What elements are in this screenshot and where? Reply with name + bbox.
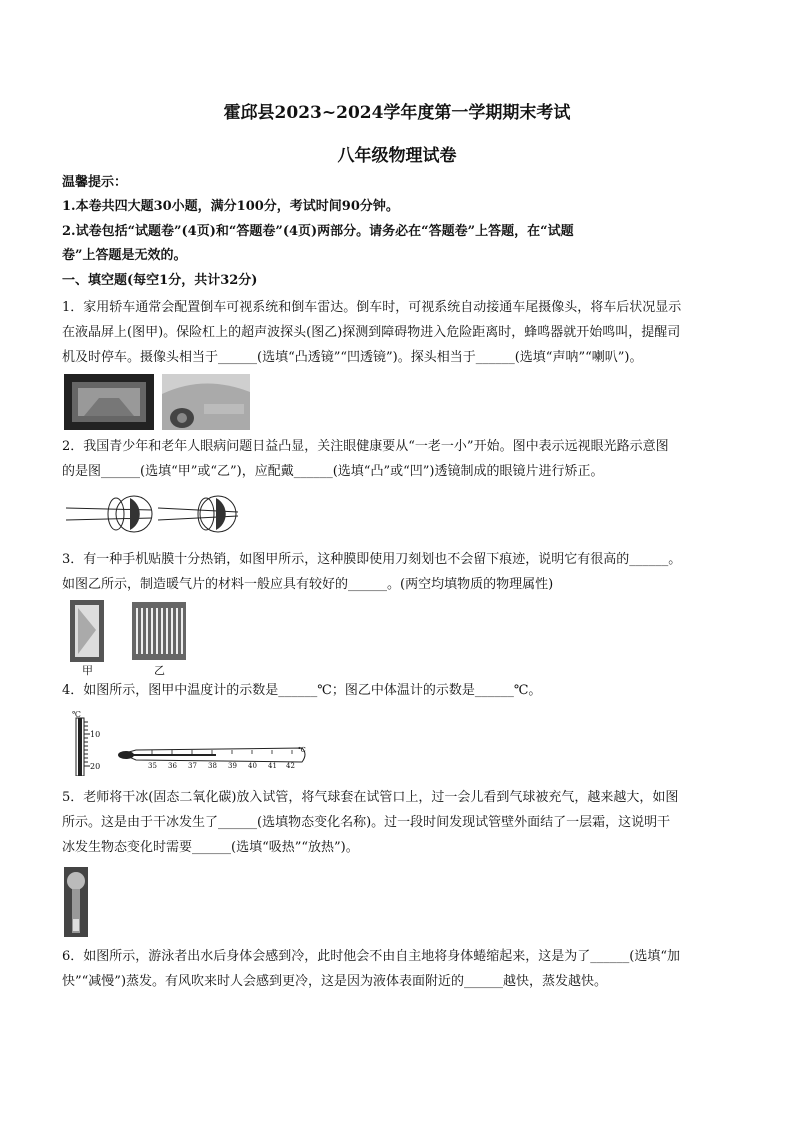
question-4-line-1: 4．如图所示，图甲中温度计的示数是______℃；图乙中体温计的示数是______℃。 bbox=[62, 683, 542, 698]
exam-title: 霍邱县2023~2024学年度第一学期期末考试 bbox=[223, 103, 571, 123]
question-2-line-2: 的是图______(选填“甲”或“乙”)，应配戴______(选填“凸”或“凹”)透镜制成的眼镜片进行矫正。 bbox=[62, 464, 604, 479]
clinical-tick-35: 35 bbox=[148, 762, 157, 770]
clinical-tick-40: 40 bbox=[248, 762, 257, 770]
eye-diagram-yi bbox=[158, 496, 238, 532]
clinical-tick-41: 41 bbox=[268, 762, 277, 770]
notice-item-2-line-2: 卷”上答题是无效的。 bbox=[62, 248, 187, 263]
question-1-line-3: 机及时停车。摄像头相当于______(选填“凸透镜”“凹透镜”)。探头相当于______(选填“声呐”“喇叭”)。 bbox=[62, 350, 643, 365]
question-6-line-1: 6．如图所示，游泳者出水后身体会感到冷，此时他会不由自主地将身体蜷缩起来，这是为了______(选填“加 bbox=[62, 949, 680, 964]
question-5-dry-ice-photo bbox=[64, 867, 88, 937]
clinical-tick-36: 36 bbox=[168, 762, 177, 770]
caption-jia: 甲 bbox=[82, 664, 93, 677]
question-1-line-2: 在液晶屏上(图甲)。保险杠上的超声波探头(图乙)探测到障碍物进入危险距离时，蜂鸣器就开始鸣叫，提醒司 bbox=[62, 325, 681, 340]
clinical-tick-42: 42 bbox=[286, 762, 295, 770]
question-6-line-2: 快”“减慢”)蒸发。有风吹来时人会感到更冷，这是因为液体表面附近的______越快，蒸发越快。 bbox=[62, 974, 608, 989]
exam-subtitle: 八年级物理试卷 bbox=[337, 146, 457, 166]
notice-item-1: 1.本卷共四大题30小题，满分100分，考试时间90分钟。 bbox=[62, 199, 399, 214]
question-3-figure bbox=[70, 600, 186, 662]
question-1-line-1: 1．家用轿车通常会配置倒车可视系统和倒车雷达。倒车时，可视系统自动接通车尾摄像头，将车后状况显示 bbox=[62, 300, 682, 315]
caption-yi: 乙 bbox=[154, 664, 165, 677]
clinical-tick-38: 38 bbox=[208, 762, 217, 770]
question-2-eye-diagrams bbox=[66, 492, 246, 536]
clinical-tick-39: 39 bbox=[228, 762, 237, 770]
question-5-line-3: 冰发生物态变化时需要______(选填“吸热”“放热”)。 bbox=[62, 840, 359, 855]
notice-item-2-line-1: 2.试卷包括“试题卷”(4页)和“答题卷”(4页)两部分。请务必在“答题卷”上答题，在“试题 bbox=[62, 224, 574, 239]
lab-thermometer-jia bbox=[76, 718, 90, 776]
question-1-figure bbox=[64, 374, 250, 430]
lab-thermometer-tick-20: 20 bbox=[90, 762, 101, 771]
eye-diagram-jia bbox=[66, 496, 152, 532]
notice-heading: 温馨提示： bbox=[62, 175, 128, 190]
question-5-line-2: 所示。这是由于干冰发生了______(选填物态变化名称)。过一段时间发现试管壁外面结了一层霜，这说明干 bbox=[62, 815, 671, 830]
clinical-unit: ℃ bbox=[298, 746, 306, 754]
lab-thermometer-unit: ℃ bbox=[72, 710, 81, 719]
question-5-line-1: 5．老师将干冰(固态二氧化碳)放入试管，将气球套在试管口上，过一会儿看到气球被充气，越来越大，如图 bbox=[62, 790, 679, 805]
clinical-tick-37: 37 bbox=[188, 762, 197, 770]
clinical-thermometer-yi bbox=[118, 748, 305, 762]
lab-thermometer-tick-10: 10 bbox=[90, 730, 101, 739]
section-heading: 一、填空题(每空1分，共计32分) bbox=[62, 273, 258, 288]
question-3-line-2: 如图乙所示，制造暖气片的材料一般应具有较好的______。(两空均填物质的物理属性) bbox=[62, 577, 554, 592]
question-2-line-1: 2．我国青少年和老年人眼病问题日益凸显，关注眼健康要从“一老一小”开始。图中表示远视眼光路示意图 bbox=[62, 439, 669, 454]
question-4-thermometers bbox=[66, 710, 310, 776]
question-3-line-1: 3．有一种手机贴膜十分热销，如图甲所示，这种膜即使用刀刻划也不会留下痕迹，说明它有很高的______。 bbox=[62, 552, 682, 567]
